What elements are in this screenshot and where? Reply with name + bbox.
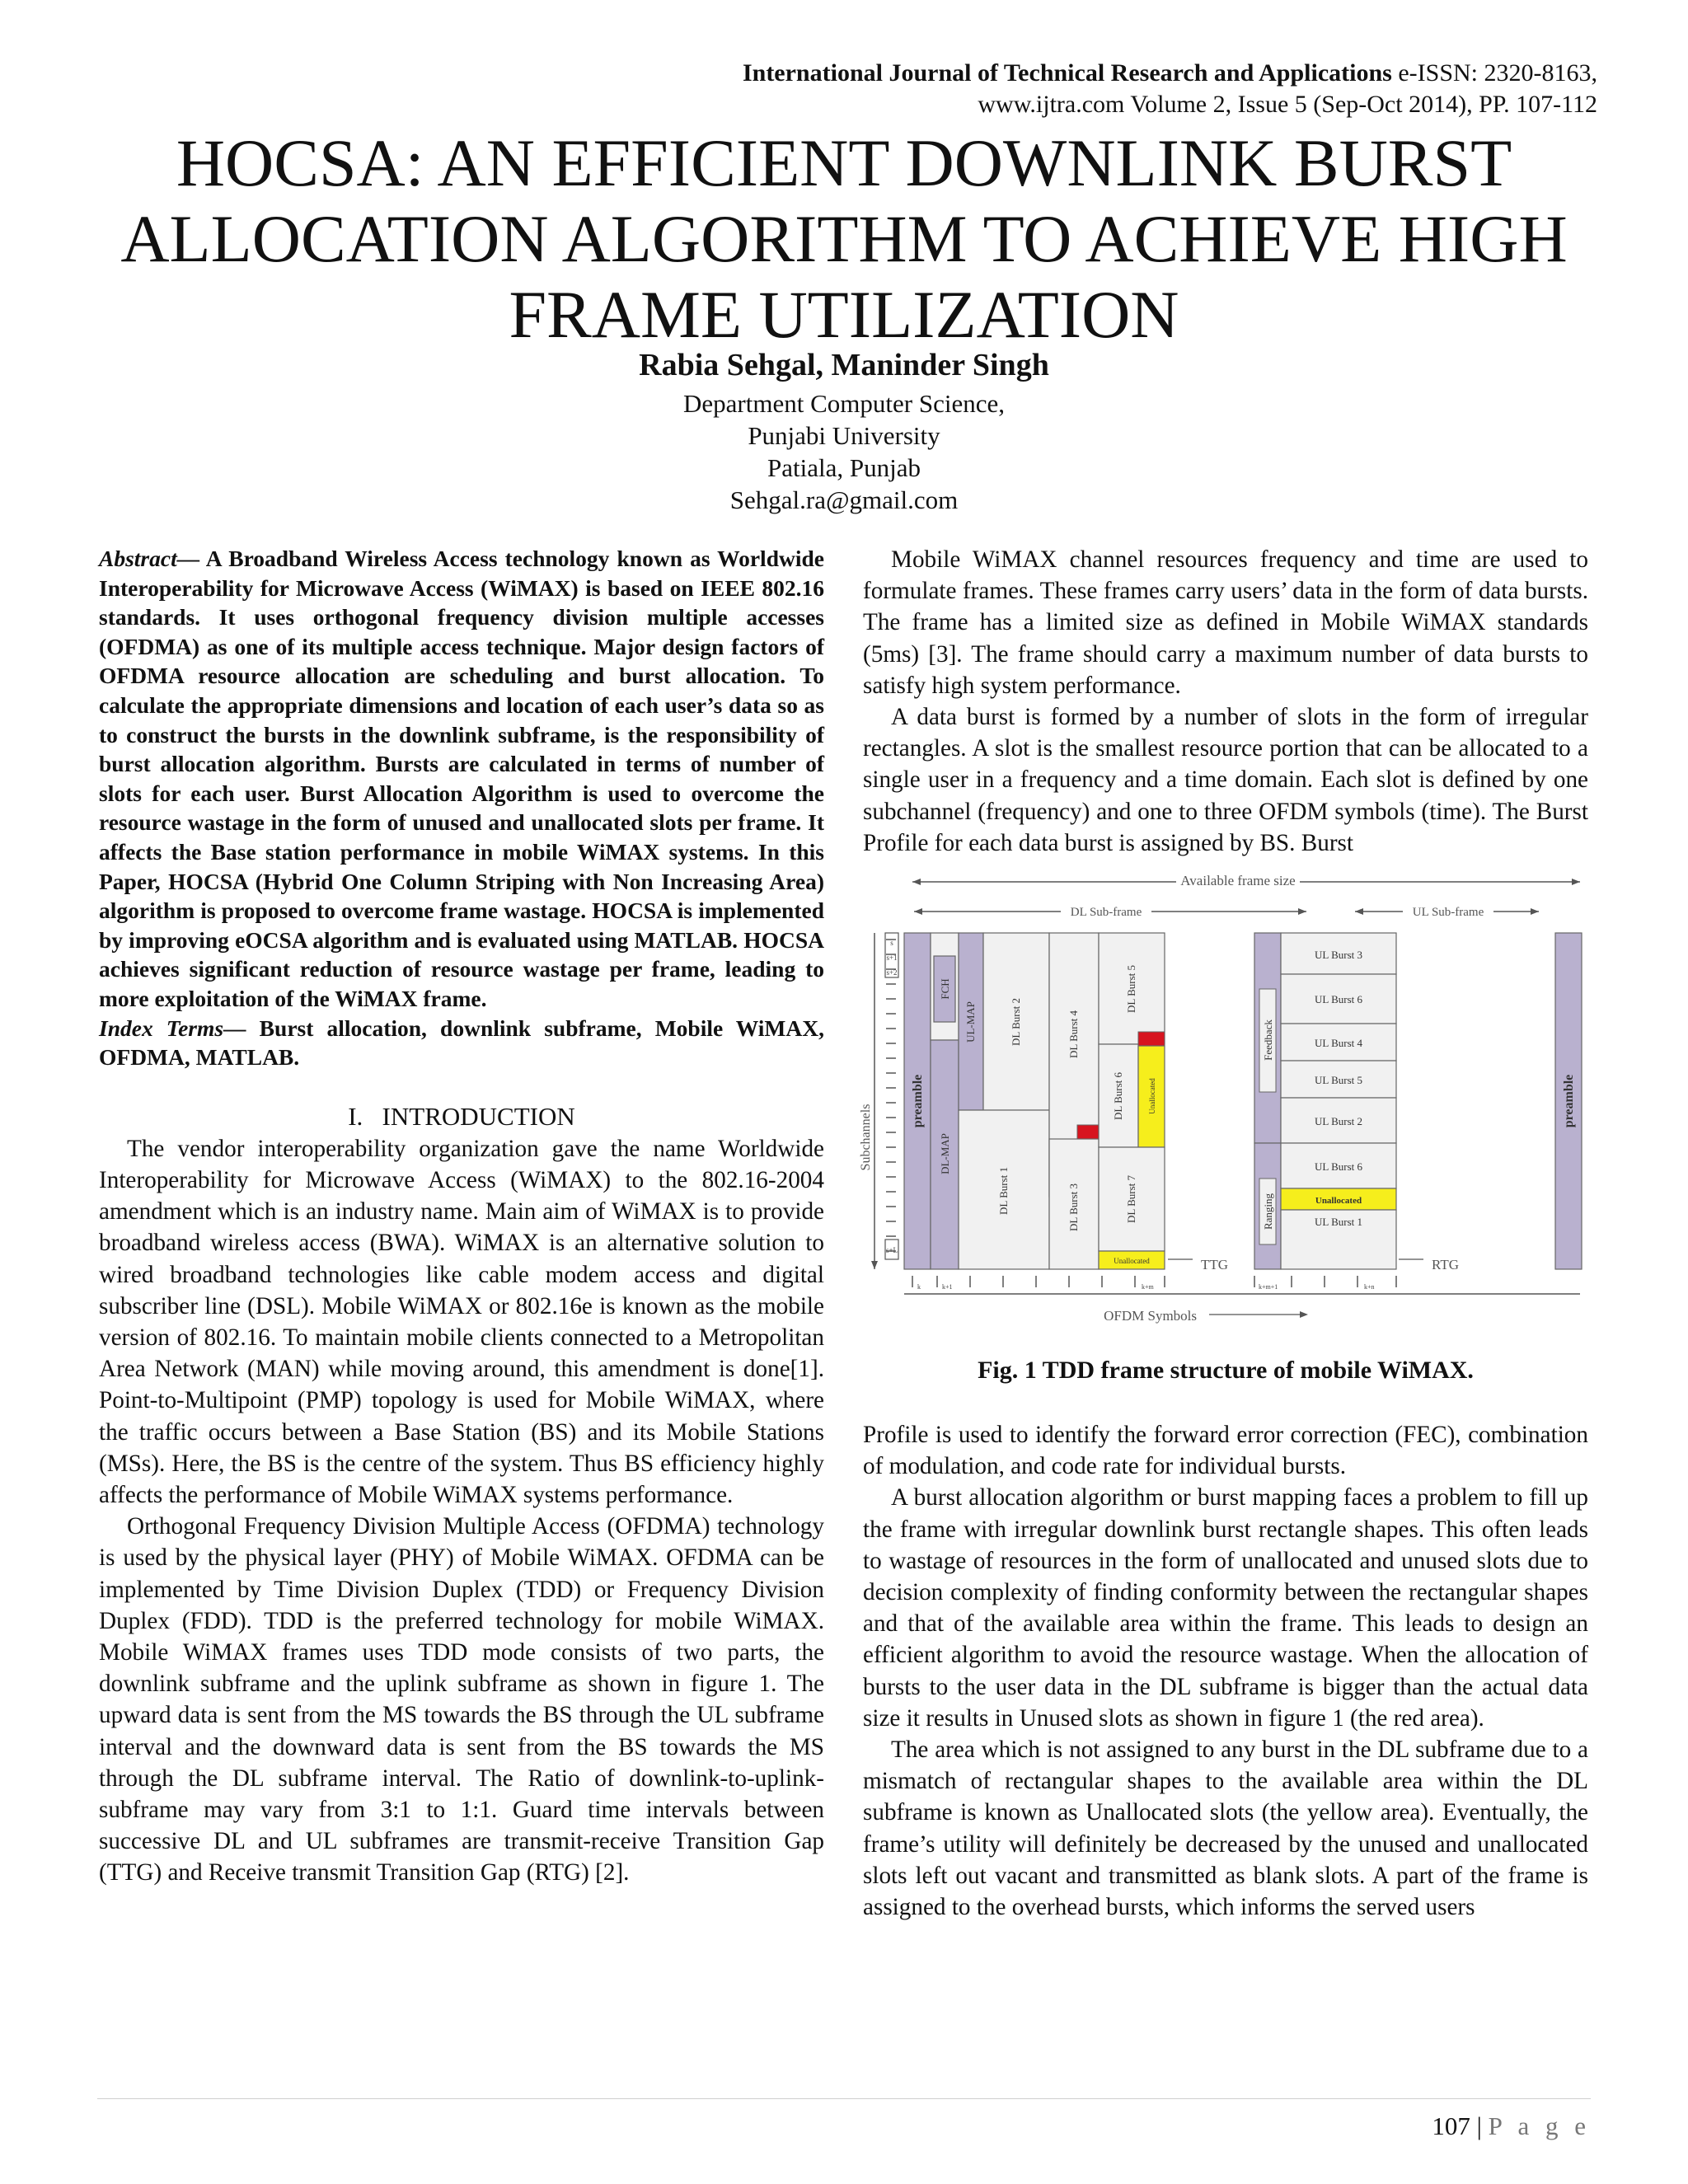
- affiliation-dept: Department Computer Science,: [683, 389, 1005, 418]
- tick-label: k+1: [942, 1283, 953, 1291]
- ul-map-label: UL-MAP: [964, 1001, 977, 1043]
- paragraph: The area which is not assigned to any burst in the DL subframe due to a mismatch of rectangular shapes to the available area within the DL subframe is known as Unallocated slots (the yellow area). Eventually, the frame’s utility will definitely be decreased by the unused and unallocated slots left out vacant and transmitted as blank slots. A part of the frame is assigned to the overhead bursts, which informs the served users: [863, 1736, 1588, 1921]
- figure-1: [859, 865, 1588, 1386]
- ul-burst-label: UL Burst 2: [1314, 1115, 1363, 1128]
- affiliation-city: Patiala, Punjab: [767, 453, 921, 482]
- abstract: [99, 544, 824, 1014]
- title-line: ALLOCATION ALGORITHM TO ACHIEVE HIGH: [120, 201, 1568, 276]
- title-line: HOCSA: AN EFFICIENT DOWNLINK BURST: [176, 125, 1512, 200]
- index-terms-label: Index Terms—: [99, 1015, 246, 1041]
- preamble-label: preamble: [1562, 1074, 1576, 1128]
- ranging-label: Ranging: [1262, 1193, 1274, 1230]
- figure-caption: Fig. 1 TDD frame structure of mobile WiMAX.: [978, 1357, 1474, 1385]
- footer-divider: [97, 2098, 1591, 2099]
- ul-burst-label: UL Burst 1: [1314, 1216, 1363, 1229]
- paragraph: Orthogonal Frequency Division Multiple Access (OFDMA) technology is used by the physical layer (PHY) of Mobile WiMAX. OFDMA can be implemented by Time Division Duplex (TDD) or Frequency Division Duplex (FDD). TDD is the preferred technology for mobile WiMAX. Mobile WiMAX frames uses TDD mode consists of two parts, the downlink subframe and the uplink subframe as shown in figure 1. The upward data is sent from the MS towards the BS through the UL subframe interval and the downward data is sent from the BS towards the MS through the DL subframe interval. The Ratio of downlink-to-uplink-subframe may vary from 3:1 to 1:1. Guard time intervals between successive DL and UL subframes are transmit-receive Transition Gap (TTG) and Receive transmit Transition Gap (RTG) [2].: [99, 1513, 824, 1886]
- unallocated-label: Unallocated: [1315, 1196, 1362, 1207]
- fch-label: FCH: [939, 978, 951, 1000]
- abstract-label: Abstract—: [99, 546, 200, 571]
- ul-burst-stack: [1281, 933, 1396, 1269]
- footer-separator: |: [1476, 2111, 1482, 2140]
- index-terms-text: Burst allocation, downlink subframe, Mobile WiMAX, OFDMA, MATLAB.: [99, 1015, 824, 1071]
- tdd-frame-diagram: [859, 865, 1588, 1343]
- subchannels-label: Subchannels: [859, 1104, 873, 1171]
- dl-burst-4-label: DL Burst 4: [1067, 1010, 1080, 1059]
- dl-burst-5-label: DL Burst 5: [1125, 965, 1137, 1014]
- page-word: P a g e: [1488, 2111, 1591, 2140]
- authors: Rabia Sehgal, Maninder Singh: [639, 348, 1049, 382]
- paragraph: The vendor interoperability organization gave the name Worldwide Interoperability for Microwave Access (WiMAX) to the 802.16-2004 amendment which is an industry name. Main aim of WiMAX is to provide broadband wireless access (BWA). WiMAX is an alternative solution to wired broadband technologies like cable modem access and digital subscriber line (DSL). Mobile WiMAX or 802.16e is known as the mobile version of 802.16. To maintain mobile clients connected to a Metropolitan Area Network (MAN) while moving around, this amendment is done[1]. Point-to-Multipoint (PMP) topology is used for Mobile WiMAX, where the traffic occurs between a Base Station (BS) and its Mobile Stations (MSs). Here, the BS is the centre of the system. Thus BS efficiency highly affects the performance of Mobile WiMAX systems performance.: [99, 1135, 824, 1508]
- dl-burst-2-label: DL Burst 2: [1010, 998, 1022, 1047]
- dl-burst-7-label: DL Burst 7: [1125, 1175, 1137, 1224]
- preamble-label: preamble: [911, 1074, 925, 1128]
- journal-name: International Journal of Technical Research and Applications: [742, 59, 1392, 87]
- paper-title: [82, 125, 1606, 353]
- paragraph: A burst allocation algorithm or burst mapping faces a problem to fill up the frame with irregular downlink burst rectangle shapes. This often leads to wastage of resources in the form of unallocated and unused slots due to decision complexity of finding conformity between the rectangular shapes and that of the available area within the frame. This leads to design an efficient algorithm to avoid the resource wastage. When the allocation of bursts to the user data in the DL subframe is bigger than the actual data size it results in Unused slots as shown in figure 1 (the red area).: [863, 1484, 1588, 1732]
- abstract-text: A Broadband Wireless Access technology known as Worldwide Interoperability for Microwave Access (WiMAX) is based on IEEE 802.16 standards. It uses orthogonal frequency division multiple accesses (OFDMA) as one of its multiple access technique. Major design factors of OFDMA resource allocation are scheduling and burst allocation. To calculate the appropriate dimensions and location of each user’s data so as to construct the bursts in the downlink subframe, is the responsibility of burst allocation algorithm. Bursts are calculated in terms of number of slots for each user. Burst Allocation Algorithm is used to overcome the resource wastage in the form of unused and unallocated slots per frame. It affects the Base station performance in mobile WiMAX systems. In this Paper, HOCSA (Hybrid One Column Striping with Non Increasing Area) algorithm is proposed to overcome frame wastage. HOCSA is implemented by improving eOCSA algorithm and is evaluated using MATLAB. HOCSA achieves significant reduction of resource wastage per frame, leading to more exploitation of the WiMAX frame.: [99, 546, 824, 1011]
- tick-label: s+L: [885, 1246, 898, 1255]
- ttg-label: TTG: [1201, 1257, 1229, 1273]
- available-frame-label: Available frame size: [1180, 873, 1296, 889]
- left-column: [99, 544, 824, 1889]
- tick-label: k+m+1: [1259, 1283, 1278, 1291]
- unallocated-label: Unallocated: [1148, 1078, 1156, 1114]
- rtg-label: RTG: [1432, 1257, 1459, 1273]
- tick-label: k: [917, 1283, 921, 1291]
- affiliation-univ: Punjabi University: [748, 421, 940, 450]
- tick-label: s: [890, 939, 893, 948]
- ul-burst-label: UL Burst 4: [1314, 1037, 1363, 1050]
- journal-issn: e-ISSN: 2320-8163,: [1398, 59, 1597, 87]
- dl-burst-6-label: DL Burst 6: [1112, 1072, 1124, 1121]
- dl-map-label: DL-MAP: [939, 1133, 951, 1174]
- dl-burst-3-label: DL Burst 3: [1067, 1183, 1080, 1232]
- tick-label: k+m: [1142, 1283, 1154, 1291]
- paragraph: A data burst is formed by a number of slots in the form of irregular rectangles. A slot is the smallest resource portion that can be allocated to a single user in a frequency and a time domain. Each slot is defined by one subchannel (frequency) and one to three OFDM symbols (time). The Burst Profile for each data burst is assigned by BS. Burst: [863, 704, 1588, 856]
- index-terms: [99, 1014, 824, 1072]
- page-footer: [1432, 2111, 1591, 2141]
- ul-burst-label: UL Burst 6: [1314, 993, 1363, 1006]
- right-column: [859, 544, 1588, 1923]
- feedback-label: Feedback: [1262, 1019, 1274, 1061]
- tick-label: s+2: [886, 968, 898, 977]
- journal-volume-line: www.ijtra.com Volume 2, Issue 5 (Sep-Oct 2014), PP. 107-112: [978, 91, 1597, 118]
- ul-subframe-label: UL Sub-frame: [1412, 906, 1484, 920]
- unused-slot-red: [1138, 1032, 1165, 1046]
- journal-header: [743, 58, 1597, 120]
- section-heading-introduction: I. INTRODUCTION: [348, 1101, 575, 1131]
- ul-burst-label: UL Burst 3: [1314, 949, 1363, 962]
- title-line: FRAME UTILIZATION: [509, 277, 1179, 352]
- ul-burst-label: UL Burst 6: [1314, 1160, 1363, 1174]
- ul-burst-label: UL Burst 5: [1314, 1074, 1363, 1087]
- unused-slot-red: [1077, 1125, 1099, 1139]
- affiliation: [0, 387, 1688, 516]
- paragraph: Mobile WiMAX channel resources frequency and time are used to formulate frames. These frames carry users’ data in the form of data bursts. The frame has a limited size as defined in Mobile WiMAX standards (5ms) [3]. The frame should carry a maximum number of data bursts to satisfy high system performance.: [863, 546, 1588, 699]
- unallocated-label: Unallocated: [1114, 1257, 1150, 1266]
- author-email[interactable]: Sehgal.ra@gmail.com: [729, 485, 959, 514]
- tick-label: k+n: [1364, 1283, 1375, 1291]
- paragraph: Profile is used to identify the forward error correction (FEC), combination of modulation, and code rate for individual bursts.: [863, 1422, 1588, 1480]
- ofdm-symbols-label: OFDM Symbols: [1104, 1308, 1197, 1324]
- page-number: 107: [1432, 2111, 1470, 2140]
- dl-subframe-label: DL Sub-frame: [1070, 906, 1142, 920]
- tick-label: s+1: [886, 954, 898, 963]
- dl-burst-1-label: DL Burst 1: [997, 1167, 1010, 1216]
